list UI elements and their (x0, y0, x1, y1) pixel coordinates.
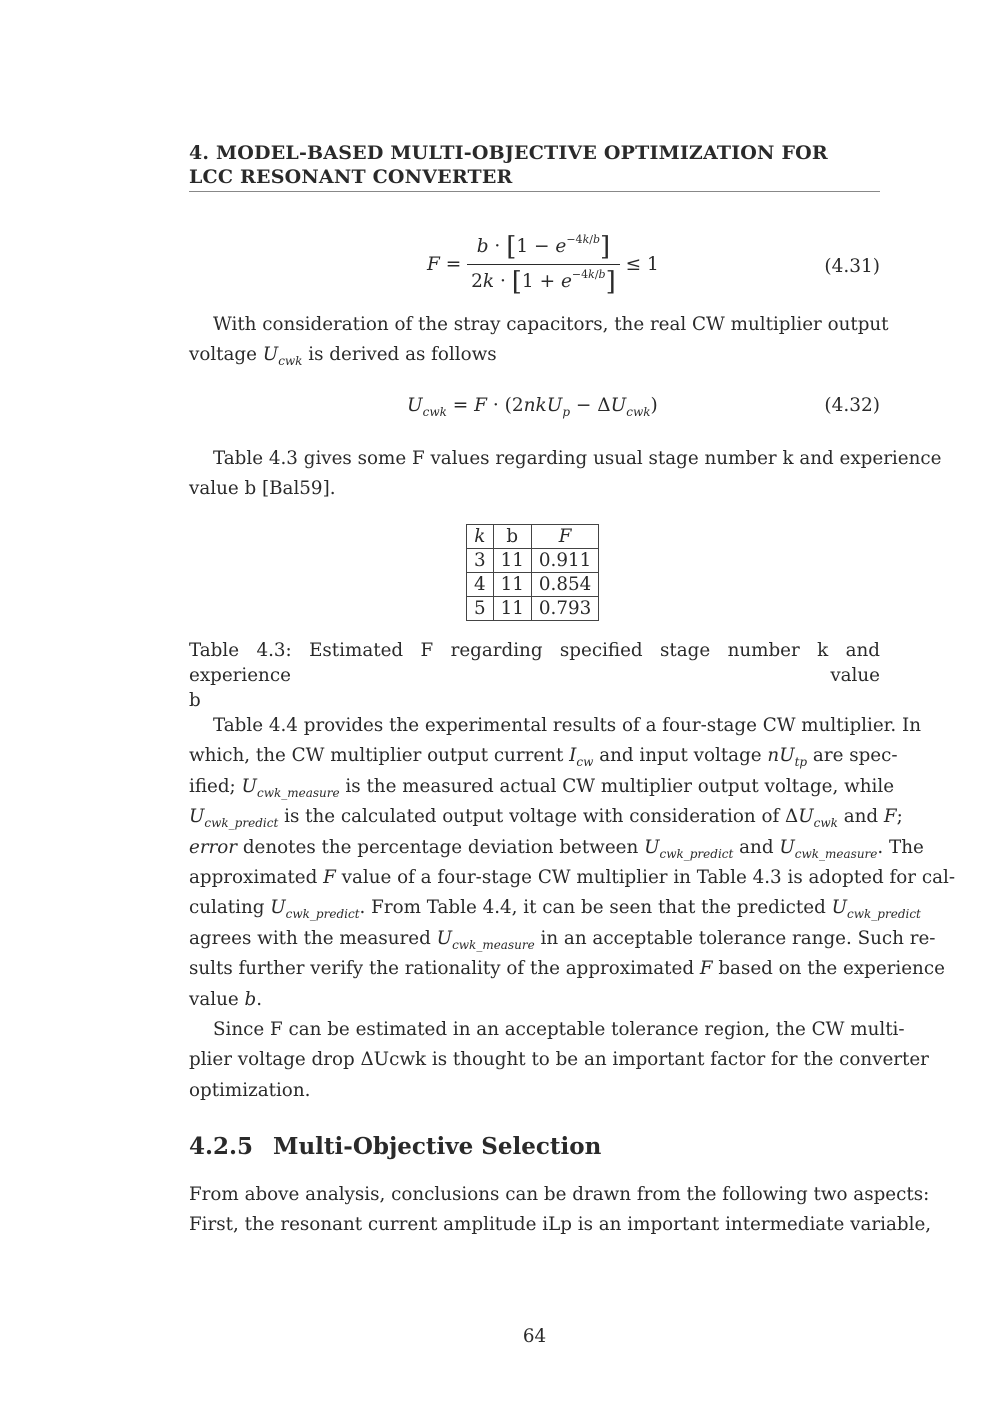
equation-number: (4.31) (824, 256, 880, 277)
table-cell: 11 (493, 597, 531, 621)
table-row (467, 549, 599, 573)
running-head (189, 141, 880, 192)
table-cell: 4 (467, 573, 494, 597)
equation-4-31: F = $\frac{b \cdot [1 - e^{-4k/b}]}{2k \cdot [1 + e^{-4k/b}]}$ ≤ 1 (4.31) (427, 232, 880, 297)
table-cell: 0.854 (531, 573, 598, 597)
section-title: Multi-Objective Selection (273, 1133, 602, 1160)
paper-page: 4. MODEL-BASED MULTI-OBJECTIVE OPTIMIZATION FOR LCC RESONANT CONVERTER F = $\frac{b \cdot [1 - e^{-4k/b}]}{2k \cdot [1 + e^{-4k/b}]}$ ≤ 1 (4.31) With consideration of the stray capacitors, the real CW multiplier output voltage $U_{cwk}$ is derived as follows $U_{cwk} = F \cdot (2nkU_p - \Delta U_{cwk})$ (4.32) Table 4.3 gives some F values regarding usual stage number k and experience value b [Bal59]. k b F 3 11 0.911 4 11 0.854 5 11 0.793 Table 4.3: Estimated F regarding specified stage number k and experience value b Table 4.4 provides the experimental results of a four-stage CW multiplier. In which, the CW multiplier output current $I_{cw}$ and input voltage $nU_{tp}$ are spec- ified; $U_{cwk\_measure}$ is the measured actual CW multiplier output voltage, while $U_{cwk\_predict}$ is the calculated output voltage with consideration of $\Delta U_{cwk}$ and F; error denotes the percentage deviation between $U_{cwk\_predict}$ and $U_{cwk\_measure}$. The approximated F value of a four-stage CW multiplier in Table 4.3 is adopted for cal- culating $U_{cwk\_predict}$. From Table 4.4, it can be seen that the predicted $U_{cwk\_predict}$ agrees with the measured $U_{cwk\_measure}$ in an acceptable tolerance range. Such re- sults further verify the rationality of the approximated F based on the experience value b. Since F can be estimated in an acceptable tolerance region, the CW multi- plier voltage drop ΔUcwk is thought to be an important factor for the converter optimization. 4.2.5 Multi-Objective Selection From above analysis, conclusions can be drawn from the following two aspects: First, the resonant current amplitude iLp is an important intermediate variable, 64 (189, 142, 955, 1347)
table-cell: 11 (493, 573, 531, 597)
table-header: b (493, 525, 531, 549)
running-head-line2: LCC RESONANT CONVERTER (189, 166, 513, 188)
paragraph-experimental-results: Table 4.4 provides the experimental results of a four-stage CW multiplier. In which, the CW multiplier output current $I_{cw}$ and input voltage $nU_{tp}$ are spec- ified; $U_{cwk\_measure}$ is the measured actual CW multiplier output voltage, while $U_{cwk\_predict}$ is the calculated output voltage with consideration of $\Delta U_{cwk}$ and F; error denotes the percentage deviation between $U_{cwk\_predict}$ and $U_{cwk\_measure}$. The approximated F value of a four-stage CW multiplier in Table 4.3 is adopted for cal- culating $U_{cwk\_predict}$. From Table 4.4, it can be seen that the predicted $U_{cwk\_predict}$ agrees with the measured $U_{cwk\_measure}$ in an acceptable tolerance range. Such re- sults further verify the rationality of the approximated F based on the experience value b. (189, 715, 955, 1010)
table-cell: 0.911 (531, 549, 598, 573)
paragraph-conclusions: From above analysis, conclusions can be drawn from the following two aspects: First, the resonant current amplitude iLp is an important intermediate variable, (189, 1184, 932, 1236)
table-caption: Table 4.3: Estimated F regarding specified stage number k and experience value b (189, 640, 880, 711)
paragraph-stray-capacitors: With consideration of the stray capacitors, the real CW multiplier output voltage $U_{cwk}$ is derived as follows (189, 314, 889, 369)
table-cell: 0.793 (531, 597, 598, 621)
table-cell: 11 (493, 549, 531, 573)
page-number: 64 (522, 1326, 547, 1347)
running-head-line1: 4. MODEL-BASED MULTI-OBJECTIVE OPTIMIZATION FOR (189, 142, 828, 164)
table-header: F (531, 525, 598, 549)
table-cell: 3 (467, 549, 494, 573)
equation-number: (4.32) (824, 395, 880, 416)
para1-line1: With consideration of the stray capacitors, the real CW multiplier output (213, 314, 889, 335)
table-header: k (467, 525, 494, 549)
f-values-table (466, 524, 599, 621)
section-number: 4.2.5 (189, 1133, 254, 1160)
table-cell: 5 (467, 597, 494, 621)
table-header-row (467, 525, 599, 549)
paragraph-voltage-drop: Since F can be estimated in an acceptable tolerance region, the CW multi- plier voltage drop ΔUcwk is thought to be an important factor for the converter optimization. (189, 1019, 929, 1101)
paragraph-table-intro: Table 4.3 gives some F values regarding usual stage number k and experience value b [Bal59]. (189, 448, 942, 500)
section-heading (189, 1133, 601, 1160)
table-row (467, 597, 599, 621)
table-row (467, 573, 599, 597)
